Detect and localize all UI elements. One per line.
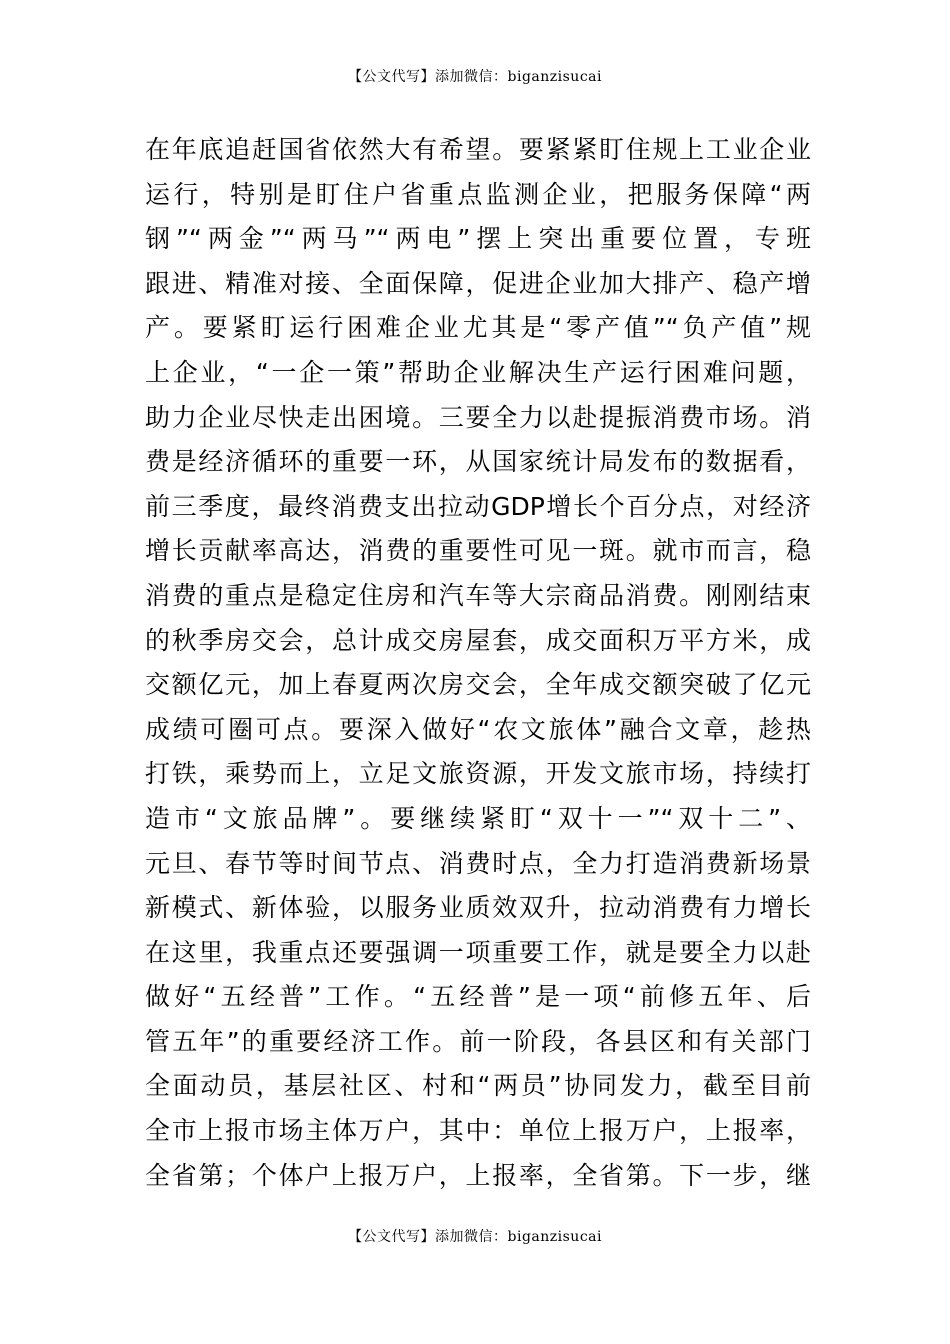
text-line: 上企业，“一企一策”帮助企业解决生产运行困难问题， [145, 357, 811, 387]
page-footer-note: 【公文代写】添加微信：biganzisucai [348, 1229, 602, 1245]
text-line: 全市上报市场主体万户，其中：单位上报万户，上报率， [145, 1116, 811, 1146]
text-line: 消费的重点是稳定住房和汽车等大宗商品消费。刚刚结束 [145, 580, 811, 610]
text-line: 助力企业尽快走出困境。三要全力以赴提振消费市场。消 [145, 402, 811, 432]
text-line: 跟进、精准对接、全面保障，促进企业加大排产、稳产增 [145, 268, 811, 298]
text-line: 前三季度，最终消费支出拉动GDP增长个百分点，对经济 [145, 491, 811, 521]
text-line: 全面动员，基层社区、村和“两员”协同发力，截至目前 [145, 1071, 811, 1101]
text-line: 在年底追赶国省依然大有希望。要紧紧盯住规上工业企业 [145, 135, 811, 164]
text-line: 造市“文旅品牌”。要继续紧盯“双十一”“双十二”、 [145, 803, 811, 833]
text-line: 费是经济循环的重要一环，从国家统计局发布的数据看， [145, 447, 811, 477]
text-line: 运行，特别是盯住户省重点监测企业，把服务保障“两 [145, 179, 811, 209]
text-line: 元旦、春节等时间节点、消费时点，全力打造消费新场景 [145, 848, 811, 878]
text-line: 产。要紧盯运行困难企业尤其是“零产值”“负产值”规 [145, 313, 811, 343]
text-line: 成绩可圈可点。要深入做好“农文旅体”融合文章，趁热 [145, 714, 811, 744]
text-line: 增长贡献率高达，消费的重要性可见一斑。就市而言，稳 [145, 536, 811, 566]
text-line: 新模式、新体验，以服务业质效双升，拉动消费有力增长 [145, 893, 811, 923]
text-line: 在这里，我重点还要强调一项重要工作，就是要全力以赴 [145, 937, 811, 967]
text-line: 的秋季房交会，总计成交房屋套，成交面积万平方米，成 [145, 625, 811, 655]
text-line: 全省第；个体户上报万户，上报率，全省第。下一步，继 [145, 1160, 811, 1190]
text-line: 打铁，乘势而上，立足文旅资源，开发文旅市场，持续打 [145, 759, 811, 789]
text-line: 做好“五经普”工作。“五经普”是一项“前修五年、后 [145, 982, 811, 1012]
page-header-note: 【公文代写】添加微信：biganzisucai [348, 69, 602, 85]
body-text [145, 128, 811, 1198]
text-line: 交额亿元，加上春夏两次房交会，全年成交额突破了亿元 [145, 670, 811, 700]
text-line: 管五年”的重要经济工作。前一阶段，各县区和有关部门 [145, 1026, 811, 1056]
text-line: 钢”“两金”“两马”“两电”摆上突出重要位置，专班 [145, 224, 811, 254]
